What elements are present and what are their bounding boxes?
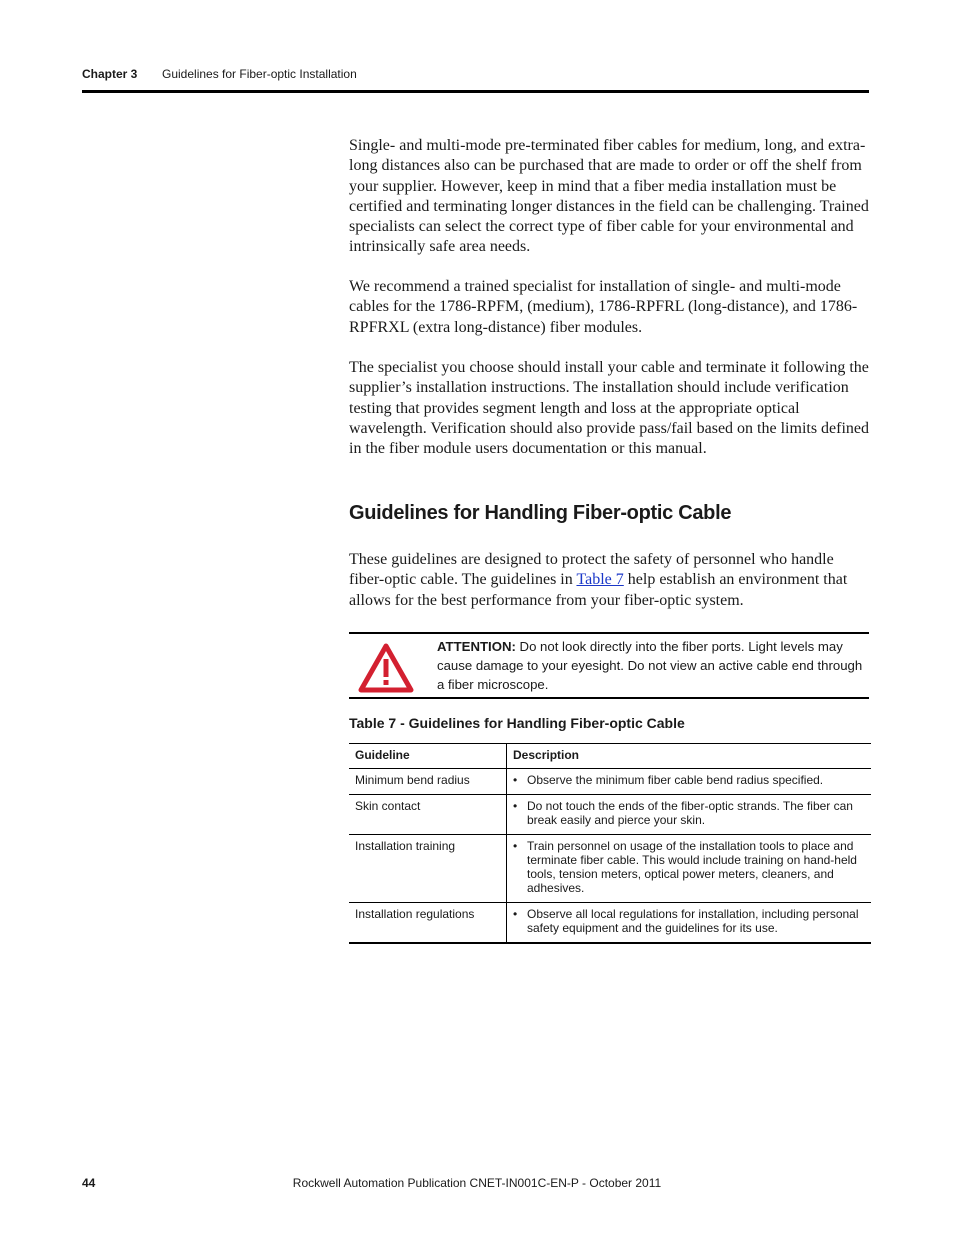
attention-text bbox=[437, 637, 865, 694]
table-caption: Table 7 - Guidelines for Handling Fiber-optic Cable bbox=[349, 715, 685, 731]
table-row bbox=[349, 795, 871, 835]
intro-text-after: help establish an environment that allows for the best performance from your fiber-optic system. bbox=[349, 571, 848, 609]
description-text: Observe the minimum fiber cable bend radius specified. bbox=[527, 773, 824, 787]
bullet-icon: • bbox=[513, 773, 518, 787]
page-header bbox=[82, 66, 869, 93]
body-paragraph-pre-terminated: Single- and multi-mode pre-terminated fiber cables for medium, long, and extra-long distances also can be purchased that are made to order or off the shelf from your supplier. However, keep in mind that a fiber media installation must be certified and terminating longer distances in the field can be challenging. Trained specialists can select the correct type of fiber cable for your environmental and intrinsically safe area needs. bbox=[349, 137, 869, 256]
body-paragraph-guidelines-intro bbox=[349, 550, 871, 611]
column-header-guideline: Guideline bbox=[349, 744, 507, 769]
bullet-icon: • bbox=[513, 907, 518, 921]
table-row bbox=[349, 903, 871, 944]
page-number: 44 bbox=[82, 1176, 96, 1190]
guideline-cell: Installation regulations bbox=[349, 903, 507, 944]
description-text: Do not touch the ends of the fiber-optic strands. The fiber can break easily and pierce your skin. bbox=[527, 799, 853, 827]
chapter-title: Guidelines for Fiber-optic Installation bbox=[162, 67, 357, 81]
attention-message: Do not look directly into the fiber ports. Light levels may cause damage to your eyesight. Do not view an active cable end through a fiber microscope. bbox=[437, 639, 863, 692]
warning-triangle-icon bbox=[358, 643, 414, 693]
table-row bbox=[349, 835, 871, 903]
description-cell bbox=[507, 903, 872, 944]
chapter-number: Chapter 3 bbox=[82, 67, 138, 81]
body-paragraph-installation: The specialist you choose should install your cable and terminate it following the supplier’s installation instructions. The installation should include verification testing that provides segment length and loss at the appropriate optical wavelength. Verification should also provide pass/fail based on the limits defined in the fiber module users documentation or this manual. bbox=[349, 359, 870, 458]
attention-box bbox=[349, 632, 869, 699]
section-heading: Guidelines for Handling Fiber-optic Cable bbox=[349, 502, 732, 524]
bullet-icon: • bbox=[513, 839, 518, 853]
table-row bbox=[349, 769, 871, 795]
bullet-icon: • bbox=[513, 799, 518, 813]
guideline-cell: Installation training bbox=[349, 835, 507, 903]
attention-label: ATTENTION: bbox=[437, 639, 516, 654]
table-header-row bbox=[349, 744, 871, 769]
guideline-cell: Minimum bend radius bbox=[349, 769, 507, 795]
description-text: Observe all local regulations for installation, including personal safety equipment and the guidelines for its use. bbox=[527, 907, 859, 935]
column-header-description: Description bbox=[507, 744, 872, 769]
description-cell bbox=[507, 795, 872, 835]
intro-text-before: These guidelines are designed to protect the safety of personnel who handle fiber-optic cable. The guidelines in bbox=[349, 551, 834, 589]
description-text: Train personnel on usage of the installation tools to place and terminate fiber cable. This would include training on hand-held tools, tension meters, optical power meters, cleaners, and adhesives. bbox=[527, 839, 857, 895]
footer-publication: Rockwell Automation Publication CNET-IN001C-EN-P - October 2011 bbox=[292, 1176, 662, 1190]
guidelines-table bbox=[349, 743, 871, 944]
body-paragraph-trained-specialist: We recommend a trained specialist for installation of single- and multi-mode cables for the 1786-RPFM, (medium), 1786-RPFRL (long-distance), and 1786-RPFRXL (extra long-distance) fiber modules. bbox=[349, 278, 858, 336]
guideline-cell: Skin contact bbox=[349, 795, 507, 835]
description-cell bbox=[507, 835, 872, 903]
table-7-link[interactable]: Table 7 bbox=[576, 571, 624, 589]
description-cell bbox=[507, 769, 872, 795]
